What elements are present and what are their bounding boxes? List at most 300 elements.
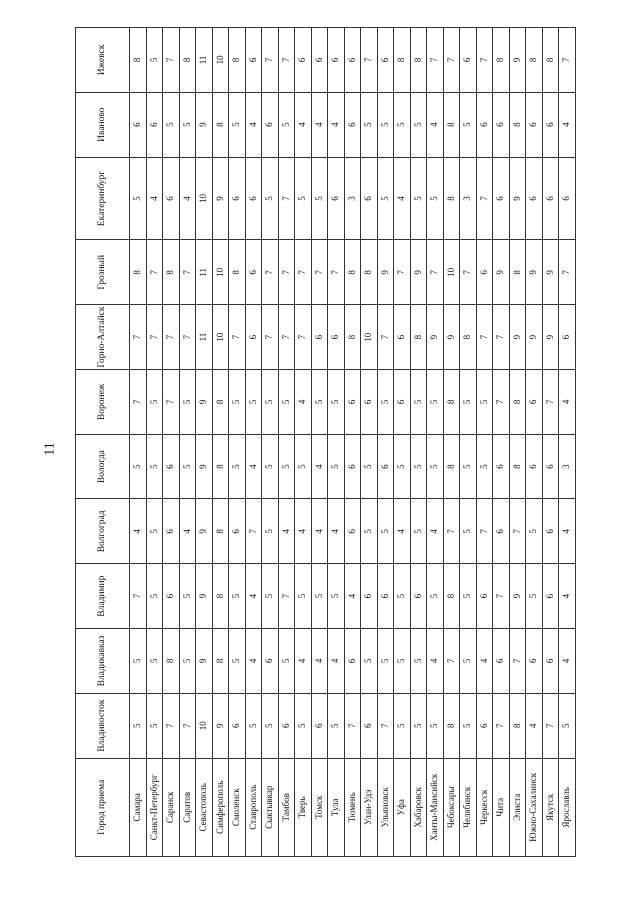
table-cell: 7: [163, 369, 180, 434]
table-cell: 9: [427, 305, 444, 370]
table-cell: 7: [262, 240, 279, 305]
table-cell: 7: [146, 240, 163, 305]
table-cell: 8: [443, 564, 460, 629]
table-cell: 6: [493, 629, 510, 694]
table-cell: 5: [377, 157, 394, 240]
table-cell: 10: [196, 157, 213, 240]
table-cell: 8: [212, 629, 229, 694]
table-cell: 9: [196, 92, 213, 157]
table-cell: 6: [526, 369, 543, 434]
row-city: Тюмень: [344, 758, 361, 856]
table-cell: 8: [526, 28, 543, 93]
table-cell: 8: [344, 240, 361, 305]
table-cell: 8: [130, 240, 147, 305]
table-cell: 6: [542, 434, 559, 499]
table-cell: 5: [278, 629, 295, 694]
table-cell: 5: [262, 434, 279, 499]
table-row: [410, 28, 427, 857]
table-cell: 5: [278, 92, 295, 157]
table-cell: 7: [130, 369, 147, 434]
table-cell: 5: [146, 28, 163, 93]
table-cell: 7: [295, 305, 312, 370]
table-cell: 8: [394, 28, 411, 93]
table-cell: 8: [509, 369, 526, 434]
column-header: Грозный: [76, 240, 130, 305]
table-cell: 7: [460, 240, 477, 305]
table-cell: 6: [344, 434, 361, 499]
table-cell: 7: [179, 240, 196, 305]
row-city: Санкт-Петербург: [146, 758, 163, 856]
table-cell: 7: [361, 28, 378, 93]
table-cell: 7: [509, 629, 526, 694]
table-cell: 7: [278, 564, 295, 629]
table-cell: 9: [196, 369, 213, 434]
table-cell: 3: [460, 157, 477, 240]
table-cell: 5: [394, 92, 411, 157]
table-cell: 7: [476, 305, 493, 370]
table-cell: 5: [130, 629, 147, 694]
table-cell: 6: [311, 28, 328, 93]
table-cell: 5: [394, 564, 411, 629]
table-cell: 5: [559, 693, 576, 758]
table-cell: 7: [493, 693, 510, 758]
table-cell: 5: [410, 157, 427, 240]
table-cell: 6: [311, 693, 328, 758]
table-cell: 4: [394, 499, 411, 564]
column-header: Горно-Алтайск: [76, 305, 130, 370]
table-cell: 8: [542, 28, 559, 93]
column-header: Вологда: [76, 434, 130, 499]
column-header: Екатеринбург: [76, 157, 130, 240]
table-cell: 5: [179, 92, 196, 157]
table-row: [328, 28, 345, 857]
table-cell: 5: [311, 157, 328, 240]
table-cell: 5: [427, 564, 444, 629]
column-header: Владивосток: [76, 693, 130, 758]
table-cell: 7: [476, 157, 493, 240]
table-cell: 6: [493, 157, 510, 240]
table-row: [460, 28, 477, 857]
table-cell: 5: [377, 92, 394, 157]
table-row: [526, 28, 543, 857]
table-cell: 5: [295, 157, 312, 240]
table-cell: 4: [179, 499, 196, 564]
table-cell: 6: [542, 629, 559, 694]
table-cell: 6: [229, 499, 246, 564]
table-row: [245, 28, 262, 857]
table-cell: 5: [229, 564, 246, 629]
table-cell: 5: [377, 499, 394, 564]
table-cell: 6: [476, 693, 493, 758]
table-cell: 4: [278, 499, 295, 564]
table-cell: 4: [295, 499, 312, 564]
table-cell: 5: [179, 629, 196, 694]
table-cell: 8: [212, 564, 229, 629]
table-cell: 5: [377, 629, 394, 694]
table-cell: 9: [410, 240, 427, 305]
table-cell: 7: [179, 305, 196, 370]
table-cell: 5: [460, 434, 477, 499]
column-header: Владимир: [76, 564, 130, 629]
rotated-table-container: [75, 27, 576, 857]
row-city: Тула: [328, 758, 345, 856]
row-city: Томск: [311, 758, 328, 856]
table-cell: 6: [542, 499, 559, 564]
table-cell: 7: [443, 629, 460, 694]
table-cell: 4: [526, 693, 543, 758]
table-cell: 6: [526, 157, 543, 240]
row-city: Самара: [130, 758, 147, 856]
column-header: Владикавказ: [76, 629, 130, 694]
table-cell: 7: [493, 305, 510, 370]
table-cell: 6: [361, 369, 378, 434]
row-city: Ханты-Мансийск: [427, 758, 444, 856]
table-cell: 4: [295, 92, 312, 157]
table-row: [196, 28, 213, 857]
row-city: Черкесск: [476, 758, 493, 856]
table-cell: 6: [130, 92, 147, 157]
table-cell: 5: [361, 92, 378, 157]
row-city: Хабаровск: [410, 758, 427, 856]
table-cell: 8: [344, 305, 361, 370]
table-cell: 7: [493, 369, 510, 434]
table-cell: 8: [509, 92, 526, 157]
table-cell: 5: [526, 499, 543, 564]
table-cell: 4: [179, 157, 196, 240]
table-cell: 6: [245, 157, 262, 240]
table-cell: 6: [344, 369, 361, 434]
table-cell: 5: [262, 369, 279, 434]
table-cell: 7: [311, 240, 328, 305]
table-cell: 9: [526, 305, 543, 370]
table-cell: 7: [229, 305, 246, 370]
table-row: [311, 28, 328, 857]
table-cell: 6: [295, 28, 312, 93]
table-cell: 6: [493, 434, 510, 499]
row-city: Тверь: [295, 758, 312, 856]
table-cell: 7: [278, 305, 295, 370]
table-cell: 5: [410, 629, 427, 694]
table-cell: 8: [443, 693, 460, 758]
table-cell: 9: [443, 305, 460, 370]
table-cell: 5: [262, 157, 279, 240]
table-cell: 7: [427, 28, 444, 93]
table-cell: 9: [542, 240, 559, 305]
table-cell: 6: [542, 92, 559, 157]
table-cell: 7: [295, 240, 312, 305]
table-cell: 4: [328, 629, 345, 694]
table-cell: 5: [460, 369, 477, 434]
table-cell: 6: [262, 629, 279, 694]
table-cell: 5: [278, 434, 295, 499]
table-cell: 11: [196, 240, 213, 305]
table-cell: 4: [328, 499, 345, 564]
table-cell: 7: [542, 369, 559, 434]
table-cell: 7: [443, 28, 460, 93]
row-city: Тамбов: [278, 758, 295, 856]
table-cell: 6: [559, 157, 576, 240]
table-cell: 5: [146, 693, 163, 758]
table-row: [163, 28, 180, 857]
table-cell: 10: [361, 305, 378, 370]
table-cell: 8: [229, 240, 246, 305]
table-cell: 7: [559, 240, 576, 305]
table-cell: 5: [526, 564, 543, 629]
table-cell: 5: [410, 92, 427, 157]
table-cell: 8: [212, 92, 229, 157]
table-cell: 7: [542, 693, 559, 758]
table-cell: 5: [130, 157, 147, 240]
row-city: Саранск: [163, 758, 180, 856]
table-cell: 7: [146, 305, 163, 370]
table-cell: 5: [262, 693, 279, 758]
table-cell: 5: [427, 693, 444, 758]
table-cell: 6: [559, 305, 576, 370]
table-row: [262, 28, 279, 857]
row-city: Чита: [493, 758, 510, 856]
table-cell: 8: [493, 28, 510, 93]
table-row: [443, 28, 460, 857]
table-row: [229, 28, 246, 857]
table-cell: 6: [328, 28, 345, 93]
table-cell: 6: [344, 92, 361, 157]
table-cell: 6: [476, 240, 493, 305]
table-cell: 5: [146, 564, 163, 629]
table-cell: 6: [245, 28, 262, 93]
table-cell: 4: [427, 499, 444, 564]
table-cell: 6: [245, 240, 262, 305]
table-cell: 5: [460, 629, 477, 694]
table-cell: 5: [427, 434, 444, 499]
table-cell: 7: [328, 240, 345, 305]
table-cell: 6: [476, 564, 493, 629]
table-cell: 6: [163, 564, 180, 629]
table-cell: 7: [163, 305, 180, 370]
table-cell: 9: [509, 157, 526, 240]
table-cell: 3: [344, 157, 361, 240]
table-cell: 5: [476, 369, 493, 434]
table-cell: 8: [509, 693, 526, 758]
column-header: Ижевск: [76, 28, 130, 93]
table-cell: 6: [361, 157, 378, 240]
column-header: Иваново: [76, 92, 130, 157]
table-cell: 5: [410, 499, 427, 564]
table-row: [509, 28, 526, 857]
table-cell: 6: [377, 564, 394, 629]
table-cell: 6: [262, 92, 279, 157]
row-city: Якутск: [542, 758, 559, 856]
table-cell: 9: [509, 564, 526, 629]
table-cell: 4: [427, 92, 444, 157]
table-cell: 5: [130, 434, 147, 499]
table-cell: 9: [212, 693, 229, 758]
table-cell: 5: [295, 693, 312, 758]
table-cell: 5: [146, 434, 163, 499]
table-cell: 4: [311, 434, 328, 499]
table-row: [295, 28, 312, 857]
table-cell: 9: [509, 305, 526, 370]
table-cell: 7: [377, 305, 394, 370]
table-cell: 7: [278, 28, 295, 93]
table-cell: 6: [526, 434, 543, 499]
table-cell: 7: [245, 499, 262, 564]
table-cell: 5: [278, 369, 295, 434]
table-cell: 11: [196, 305, 213, 370]
table-cell: 9: [212, 157, 229, 240]
table-cell: 9: [196, 434, 213, 499]
row-city: Ярославль: [559, 758, 576, 856]
table-cell: 7: [443, 499, 460, 564]
column-header: Волгоград: [76, 499, 130, 564]
table-cell: 4: [328, 92, 345, 157]
table-cell: 5: [361, 629, 378, 694]
table-cell: 4: [559, 499, 576, 564]
table-cell: 6: [344, 629, 361, 694]
table-cell: 8: [509, 240, 526, 305]
table-cell: 5: [229, 434, 246, 499]
row-city: Элиста: [509, 758, 526, 856]
table-cell: 3: [559, 434, 576, 499]
table-cell: 5: [262, 499, 279, 564]
table-cell: 5: [146, 499, 163, 564]
table-row: [427, 28, 444, 857]
table-cell: 7: [262, 305, 279, 370]
table-cell: 5: [394, 629, 411, 694]
table-cell: 5: [328, 434, 345, 499]
table-cell: 6: [476, 92, 493, 157]
table-cell: 5: [295, 564, 312, 629]
table-cell: 10: [196, 693, 213, 758]
table-cell: 4: [311, 629, 328, 694]
table-cell: 7: [344, 693, 361, 758]
table-cell: 8: [163, 629, 180, 694]
table-cell: 5: [460, 92, 477, 157]
table-cell: 5: [229, 629, 246, 694]
table-cell: 4: [559, 369, 576, 434]
table-cell: 6: [377, 28, 394, 93]
table-cell: 4: [245, 434, 262, 499]
table-cell: 5: [245, 693, 262, 758]
table-cell: 9: [196, 629, 213, 694]
table-cell: 4: [245, 564, 262, 629]
table-row: [493, 28, 510, 857]
table-cell: 5: [427, 369, 444, 434]
table-cell: 10: [443, 240, 460, 305]
table-cell: 6: [526, 92, 543, 157]
table-cell: 9: [196, 499, 213, 564]
table-cell: 7: [130, 305, 147, 370]
table-cell: 5: [311, 564, 328, 629]
table-cell: 8: [443, 92, 460, 157]
table-cell: 5: [229, 92, 246, 157]
table-cell: 5: [410, 369, 427, 434]
table-cell: 5: [262, 564, 279, 629]
table-cell: 6: [163, 434, 180, 499]
table-cell: 6: [493, 499, 510, 564]
table-header-row: [76, 28, 130, 857]
table-cell: 6: [394, 305, 411, 370]
row-city: Чебоксары: [443, 758, 460, 856]
table-cell: 5: [410, 434, 427, 499]
table-cell: 7: [163, 28, 180, 93]
table-row: [278, 28, 295, 857]
table-cell: 8: [460, 305, 477, 370]
table-row: [394, 28, 411, 857]
table-row: [542, 28, 559, 857]
table-cell: 7: [493, 564, 510, 629]
table-cell: 4: [311, 92, 328, 157]
table-cell: 6: [542, 157, 559, 240]
table-row: [476, 28, 493, 857]
table-cell: 5: [328, 369, 345, 434]
table-cell: 6: [245, 305, 262, 370]
table-row: [146, 28, 163, 857]
table-cell: 7: [476, 28, 493, 93]
row-city: Челябинск: [460, 758, 477, 856]
row-city: Симферополь: [212, 758, 229, 856]
page-number: 11: [42, 442, 58, 456]
table-cell: 7: [394, 240, 411, 305]
table-cell: 5: [295, 434, 312, 499]
table-cell: 4: [559, 92, 576, 157]
row-city: Севастополь: [196, 758, 213, 856]
table-cell: 4: [311, 499, 328, 564]
table-cell: 10: [212, 28, 229, 93]
table-cell: 5: [460, 499, 477, 564]
table-cell: 7: [377, 693, 394, 758]
table-cell: 4: [245, 629, 262, 694]
table-cell: 10: [212, 240, 229, 305]
table-cell: 7: [179, 693, 196, 758]
table-cell: 4: [295, 369, 312, 434]
table-row: [130, 28, 147, 857]
table-cell: 6: [493, 92, 510, 157]
table-cell: 8: [212, 434, 229, 499]
table-cell: 8: [443, 434, 460, 499]
row-city: Смоленск: [229, 758, 246, 856]
column-header: Воронеж: [76, 369, 130, 434]
table-cell: 5: [229, 369, 246, 434]
table-cell: 6: [328, 305, 345, 370]
table-cell: 6: [229, 157, 246, 240]
table-cell: 5: [460, 564, 477, 629]
row-city: Южно-Сахалинск: [526, 758, 543, 856]
table-cell: 4: [245, 92, 262, 157]
table-row: [559, 28, 576, 857]
row-city: Ульяновск: [377, 758, 394, 856]
table-row: [179, 28, 196, 857]
table-cell: 6: [460, 28, 477, 93]
table-cell: 6: [344, 28, 361, 93]
table-cell: 7: [559, 28, 576, 93]
table-cell: 4: [476, 629, 493, 694]
table-cell: 4: [146, 157, 163, 240]
table-cell: 6: [526, 629, 543, 694]
table-cell: 8: [212, 369, 229, 434]
table-cell: 5: [427, 157, 444, 240]
table-cell: 6: [278, 693, 295, 758]
table-cell: 8: [179, 28, 196, 93]
table-cell: 6: [542, 564, 559, 629]
table-cell: 8: [163, 240, 180, 305]
table-row: [361, 28, 378, 857]
table-cell: 5: [130, 693, 147, 758]
table-cell: 4: [394, 157, 411, 240]
table-cell: 9: [526, 240, 543, 305]
table-cell: 5: [163, 92, 180, 157]
table-cell: 6: [410, 564, 427, 629]
table-cell: 9: [542, 305, 559, 370]
